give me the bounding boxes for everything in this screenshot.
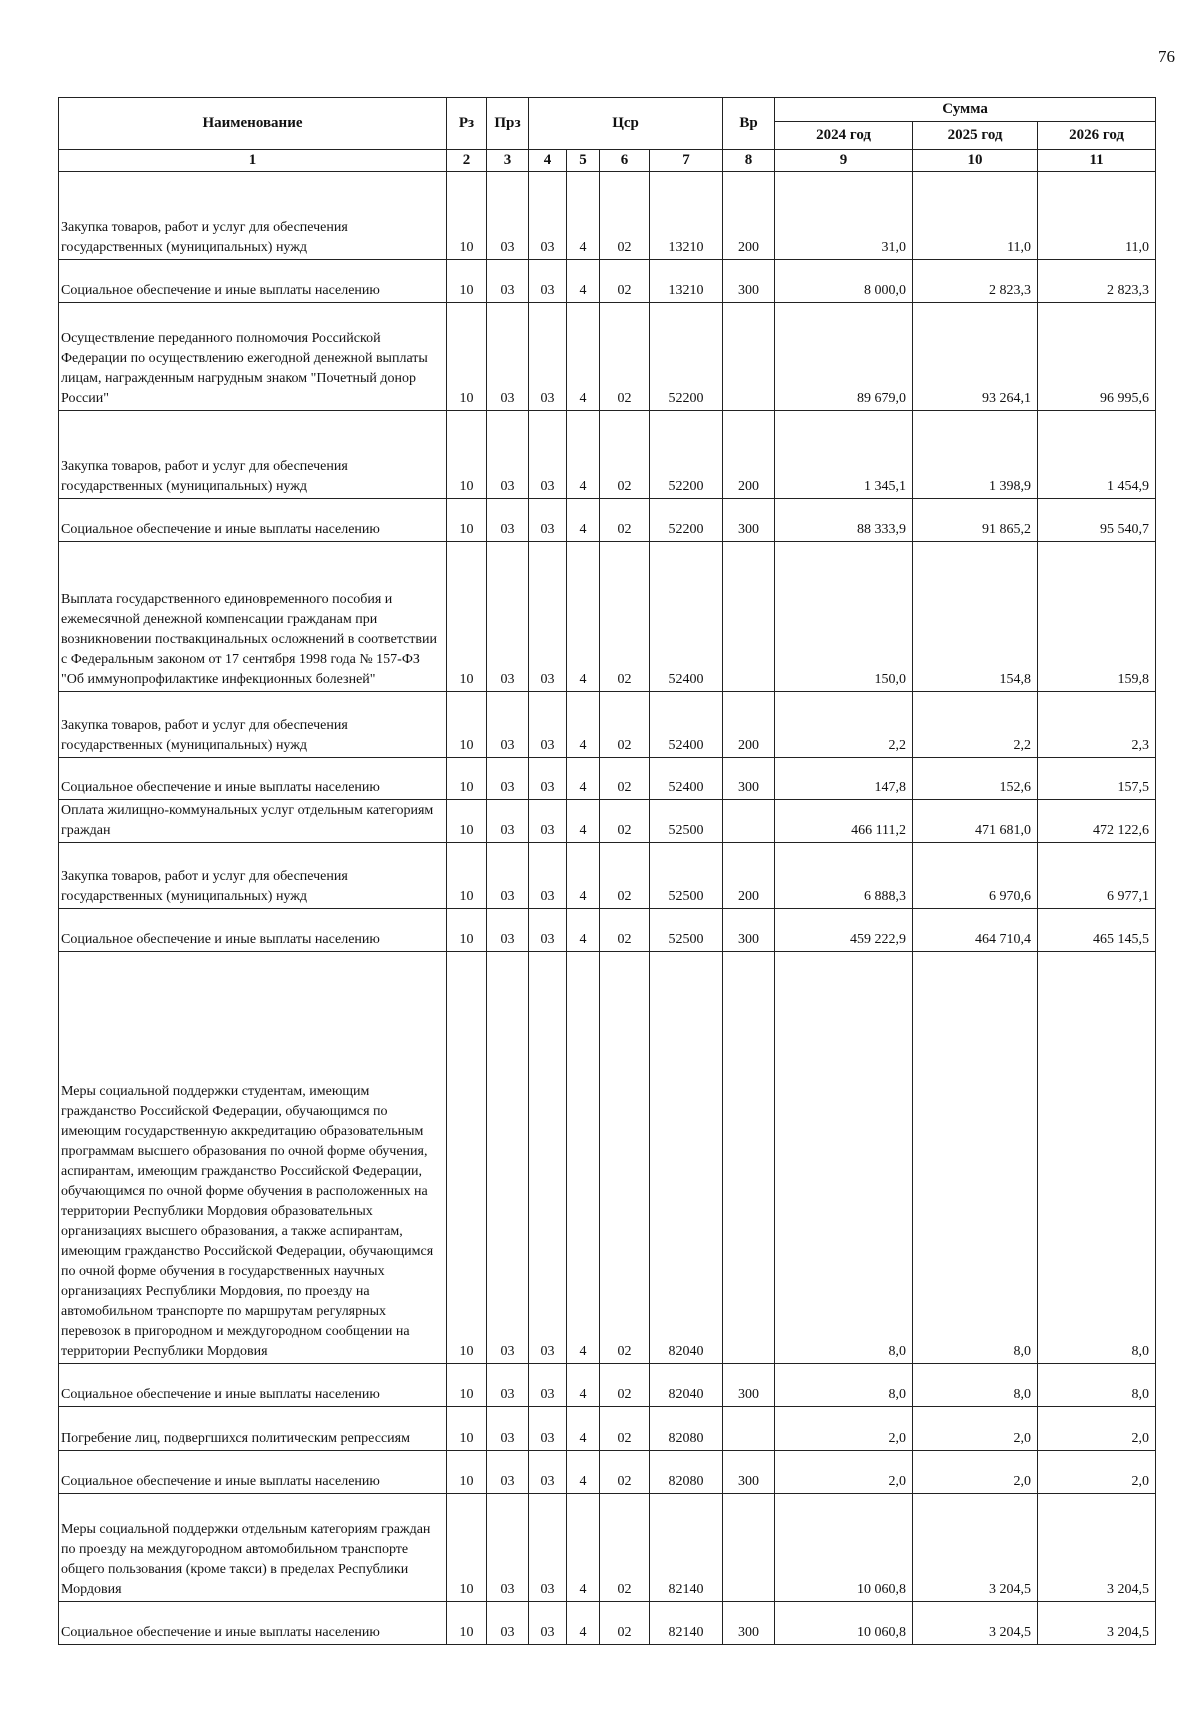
row-prz: 03	[487, 1364, 529, 1407]
row-name: Социальное обеспечение и иные выплаты населению	[59, 260, 447, 303]
row-name: Социальное обеспечение и иные выплаты населению	[59, 758, 447, 800]
row-csr-2: 4	[567, 758, 600, 800]
row-csr-4: 13210	[650, 172, 723, 260]
row-csr-3: 02	[600, 1364, 650, 1407]
row-2024: 88 333,9	[775, 499, 913, 542]
row-2024: 2,2	[775, 692, 913, 758]
row-2024: 8,0	[775, 1364, 913, 1407]
table-row	[59, 843, 1156, 909]
row-2026: 6 977,1	[1038, 843, 1156, 909]
row-2025: 3 204,5	[913, 1494, 1038, 1602]
row-2025: 11,0	[913, 172, 1038, 260]
table-row	[59, 1602, 1156, 1645]
row-2025: 8,0	[913, 1364, 1038, 1407]
row-rz: 10	[447, 1451, 487, 1494]
row-rz: 10	[447, 303, 487, 411]
row-vr	[723, 952, 775, 1364]
row-2025: 152,6	[913, 758, 1038, 800]
row-rz: 10	[447, 542, 487, 692]
row-name: Социальное обеспечение и иные выплаты населению	[59, 1364, 447, 1407]
column-number: 10	[913, 150, 1038, 172]
row-rz: 10	[447, 260, 487, 303]
row-csr-4: 52200	[650, 303, 723, 411]
row-csr-1: 03	[529, 1364, 567, 1407]
row-2026: 11,0	[1038, 172, 1156, 260]
row-rz: 10	[447, 1602, 487, 1645]
column-number: 1	[59, 150, 447, 172]
row-2026: 96 995,6	[1038, 303, 1156, 411]
row-vr	[723, 1494, 775, 1602]
row-name: Закупка товаров, работ и услуг для обеспечения государственных (муниципальных) нужд	[59, 172, 447, 260]
row-csr-2: 4	[567, 411, 600, 499]
row-prz: 03	[487, 952, 529, 1364]
row-csr-2: 4	[567, 1494, 600, 1602]
table-row	[59, 909, 1156, 952]
table-row	[59, 758, 1156, 800]
header-sum: Сумма	[775, 98, 1156, 122]
header-name: Наименование	[59, 98, 447, 150]
row-2026: 8,0	[1038, 952, 1156, 1364]
row-2026: 8,0	[1038, 1364, 1156, 1407]
row-csr-4: 13210	[650, 260, 723, 303]
row-csr-4: 82080	[650, 1407, 723, 1451]
header-2025: 2025 год	[913, 122, 1038, 150]
row-2024: 8,0	[775, 952, 913, 1364]
table-row	[59, 303, 1156, 411]
header-2026: 2026 год	[1038, 122, 1156, 150]
row-csr-1: 03	[529, 303, 567, 411]
row-csr-3: 02	[600, 1407, 650, 1451]
row-csr-3: 02	[600, 542, 650, 692]
row-vr: 300	[723, 1451, 775, 1494]
row-name: Социальное обеспечение и иные выплаты населению	[59, 499, 447, 542]
table-row	[59, 800, 1156, 843]
row-prz: 03	[487, 1602, 529, 1645]
row-2025: 91 865,2	[913, 499, 1038, 542]
row-rz: 10	[447, 411, 487, 499]
row-csr-3: 02	[600, 758, 650, 800]
row-2025: 93 264,1	[913, 303, 1038, 411]
header-prz: Прз	[487, 98, 529, 150]
table-row	[59, 692, 1156, 758]
row-2025: 2,0	[913, 1451, 1038, 1494]
row-vr	[723, 800, 775, 843]
row-name: Социальное обеспечение и иные выплаты населению	[59, 1602, 447, 1645]
row-rz: 10	[447, 952, 487, 1364]
row-2024: 8 000,0	[775, 260, 913, 303]
row-csr-1: 03	[529, 1451, 567, 1494]
row-name: Закупка товаров, работ и услуг для обеспечения государственных (муниципальных) нужд	[59, 411, 447, 499]
row-2026: 1 454,9	[1038, 411, 1156, 499]
row-prz: 03	[487, 800, 529, 843]
row-csr-2: 4	[567, 542, 600, 692]
row-2026: 472 122,6	[1038, 800, 1156, 843]
row-rz: 10	[447, 1407, 487, 1451]
row-prz: 03	[487, 411, 529, 499]
row-2025: 2 823,3	[913, 260, 1038, 303]
header-rz: Рз	[447, 98, 487, 150]
row-csr-4: 52500	[650, 800, 723, 843]
row-csr-3: 02	[600, 909, 650, 952]
row-2024: 89 679,0	[775, 303, 913, 411]
row-rz: 10	[447, 692, 487, 758]
header-vr: Вр	[723, 98, 775, 150]
row-csr-1: 03	[529, 172, 567, 260]
column-number: 2	[447, 150, 487, 172]
row-csr-4: 52400	[650, 542, 723, 692]
row-rz: 10	[447, 909, 487, 952]
row-csr-4: 52500	[650, 843, 723, 909]
row-2026: 3 204,5	[1038, 1494, 1156, 1602]
row-vr: 300	[723, 1602, 775, 1645]
row-prz: 03	[487, 692, 529, 758]
row-vr: 300	[723, 909, 775, 952]
table-row	[59, 260, 1156, 303]
row-2024: 150,0	[775, 542, 913, 692]
row-rz: 10	[447, 499, 487, 542]
row-name: Социальное обеспечение и иные выплаты населению	[59, 1451, 447, 1494]
row-prz: 03	[487, 758, 529, 800]
row-csr-2: 4	[567, 499, 600, 542]
row-prz: 03	[487, 172, 529, 260]
row-2024: 459 222,9	[775, 909, 913, 952]
row-2025: 8,0	[913, 952, 1038, 1364]
header-2024: 2024 год	[775, 122, 913, 150]
row-csr-2: 4	[567, 909, 600, 952]
row-2026: 2,0	[1038, 1407, 1156, 1451]
table-row	[59, 172, 1156, 260]
row-vr: 200	[723, 692, 775, 758]
column-number: 11	[1038, 150, 1156, 172]
row-2025: 3 204,5	[913, 1602, 1038, 1645]
row-2024: 466 111,2	[775, 800, 913, 843]
row-csr-3: 02	[600, 692, 650, 758]
row-name: Оплата жилищно-коммунальных услуг отдельным категориям граждан	[59, 800, 447, 843]
row-csr-3: 02	[600, 1494, 650, 1602]
row-csr-2: 4	[567, 1407, 600, 1451]
row-rz: 10	[447, 1494, 487, 1602]
column-number: 9	[775, 150, 913, 172]
table-row	[59, 1407, 1156, 1451]
row-csr-2: 4	[567, 172, 600, 260]
row-csr-4: 52200	[650, 411, 723, 499]
row-2024: 2,0	[775, 1407, 913, 1451]
row-vr	[723, 303, 775, 411]
row-csr-1: 03	[529, 800, 567, 843]
row-csr-3: 02	[600, 952, 650, 1364]
row-csr-4: 52200	[650, 499, 723, 542]
row-name: Меры социальной поддержки студентам, имеющим гражданство Российской Федерации, обучающимся по имеющим государственную аккредитацию образовательным программам высшего образования по очной форме обучения, аспирантам, имеющим гражданство Российской Федерации, обучающимся по очной форме обучения в расположенных на территории Республики Мордовия образовательных организациях высшего образования, а также аспирантам, имеющим гражданство Российской Федерации, обучающимся по очной форме обучения в государственных научных организациях Республики Мордовия, по проезду на автомобильном транспорте по маршрутам регулярных перевозок в пригородном и междугородном сообщении на территории Республики Мордовия	[59, 952, 447, 1364]
table-row	[59, 411, 1156, 499]
row-name: Социальное обеспечение и иные выплаты населению	[59, 909, 447, 952]
table-row	[59, 499, 1156, 542]
row-vr: 200	[723, 843, 775, 909]
row-csr-4: 52400	[650, 758, 723, 800]
row-2024: 1 345,1	[775, 411, 913, 499]
row-csr-1: 03	[529, 758, 567, 800]
row-csr-1: 03	[529, 909, 567, 952]
page-number: 76	[1158, 47, 1175, 66]
row-csr-4: 82140	[650, 1494, 723, 1602]
row-vr: 300	[723, 499, 775, 542]
row-2026: 159,8	[1038, 542, 1156, 692]
row-2025: 471 681,0	[913, 800, 1038, 843]
row-2025: 1 398,9	[913, 411, 1038, 499]
row-csr-1: 03	[529, 499, 567, 542]
row-prz: 03	[487, 303, 529, 411]
row-2026: 465 145,5	[1038, 909, 1156, 952]
row-csr-1: 03	[529, 843, 567, 909]
row-csr-3: 02	[600, 499, 650, 542]
row-csr-1: 03	[529, 952, 567, 1364]
row-csr-3: 02	[600, 843, 650, 909]
row-2026: 95 540,7	[1038, 499, 1156, 542]
row-rz: 10	[447, 172, 487, 260]
table-row	[59, 1364, 1156, 1407]
row-csr-2: 4	[567, 843, 600, 909]
row-2026: 2,0	[1038, 1451, 1156, 1494]
row-2024: 10 060,8	[775, 1602, 913, 1645]
row-csr-4: 82080	[650, 1451, 723, 1494]
row-csr-4: 82040	[650, 1364, 723, 1407]
row-csr-1: 03	[529, 411, 567, 499]
table-row	[59, 542, 1156, 692]
row-2025: 2,2	[913, 692, 1038, 758]
row-prz: 03	[487, 499, 529, 542]
row-vr: 200	[723, 411, 775, 499]
row-2024: 6 888,3	[775, 843, 913, 909]
row-vr	[723, 542, 775, 692]
row-csr-2: 4	[567, 952, 600, 1364]
row-prz: 03	[487, 1407, 529, 1451]
row-csr-3: 02	[600, 260, 650, 303]
table-row	[59, 1494, 1156, 1602]
row-2026: 2 823,3	[1038, 260, 1156, 303]
row-csr-2: 4	[567, 800, 600, 843]
row-2024: 147,8	[775, 758, 913, 800]
row-prz: 03	[487, 843, 529, 909]
row-2024: 10 060,8	[775, 1494, 913, 1602]
row-prz: 03	[487, 1494, 529, 1602]
row-2025: 2,0	[913, 1407, 1038, 1451]
row-prz: 03	[487, 1451, 529, 1494]
row-csr-3: 02	[600, 1602, 650, 1645]
row-vr: 300	[723, 1364, 775, 1407]
column-number: 4	[529, 150, 567, 172]
row-2026: 3 204,5	[1038, 1602, 1156, 1645]
row-csr-2: 4	[567, 1364, 600, 1407]
row-csr-4: 82140	[650, 1602, 723, 1645]
row-2025: 464 710,4	[913, 909, 1038, 952]
row-2026: 2,3	[1038, 692, 1156, 758]
row-csr-1: 03	[529, 1494, 567, 1602]
row-prz: 03	[487, 260, 529, 303]
row-prz: 03	[487, 909, 529, 952]
row-csr-2: 4	[567, 303, 600, 411]
row-csr-1: 03	[529, 1602, 567, 1645]
row-prz: 03	[487, 542, 529, 692]
row-csr-3: 02	[600, 172, 650, 260]
row-rz: 10	[447, 800, 487, 843]
row-2024: 31,0	[775, 172, 913, 260]
row-csr-2: 4	[567, 1602, 600, 1645]
row-csr-1: 03	[529, 1407, 567, 1451]
row-name: Погребение лиц, подвергшихся политическим репрессиям	[59, 1407, 447, 1451]
row-csr-3: 02	[600, 411, 650, 499]
row-csr-3: 02	[600, 303, 650, 411]
column-number: 5	[567, 150, 600, 172]
row-csr-2: 4	[567, 1451, 600, 1494]
column-number: 7	[650, 150, 723, 172]
row-rz: 10	[447, 1364, 487, 1407]
row-2026: 157,5	[1038, 758, 1156, 800]
row-csr-3: 02	[600, 800, 650, 843]
column-number: 6	[600, 150, 650, 172]
row-rz: 10	[447, 758, 487, 800]
row-csr-4: 82040	[650, 952, 723, 1364]
row-name: Выплата государственного единовременного пособия и ежемесячной денежной компенсации гражданам при возникновении поствакцинальных осложнений в соответствии с Федеральным законом от 17 сентября 1998 года № 157-ФЗ "Об иммунопрофилактике инфекционных болезней"	[59, 542, 447, 692]
row-2025: 154,8	[913, 542, 1038, 692]
row-csr-1: 03	[529, 692, 567, 758]
row-vr	[723, 1407, 775, 1451]
row-vr: 200	[723, 172, 775, 260]
row-csr-4: 52500	[650, 909, 723, 952]
row-csr-2: 4	[567, 260, 600, 303]
row-name: Осуществление переданного полномочия Российской Федерации по осуществлению ежегодной денежной выплаты лицам, награжденным нагрудным знаком "Почетный донор России"	[59, 303, 447, 411]
row-name: Меры социальной поддержки отдельным категориям граждан по проезду на междугородном автомобильном транспорте общего пользования (кроме такси) в пределах Республики Мордовия	[59, 1494, 447, 1602]
row-2024: 2,0	[775, 1451, 913, 1494]
column-number: 3	[487, 150, 529, 172]
row-vr: 300	[723, 260, 775, 303]
row-csr-2: 4	[567, 692, 600, 758]
row-name: Закупка товаров, работ и услуг для обеспечения государственных (муниципальных) нужд	[59, 843, 447, 909]
table-row	[59, 952, 1156, 1364]
budget-table	[58, 97, 1156, 1645]
row-csr-1: 03	[529, 260, 567, 303]
row-name: Закупка товаров, работ и услуг для обеспечения государственных (муниципальных) нужд	[59, 692, 447, 758]
row-csr-4: 52400	[650, 692, 723, 758]
row-csr-1: 03	[529, 542, 567, 692]
table-row	[59, 1451, 1156, 1494]
header-csr: Цср	[529, 98, 723, 150]
row-rz: 10	[447, 843, 487, 909]
column-number: 8	[723, 150, 775, 172]
row-csr-3: 02	[600, 1451, 650, 1494]
row-vr: 300	[723, 758, 775, 800]
row-2025: 6 970,6	[913, 843, 1038, 909]
